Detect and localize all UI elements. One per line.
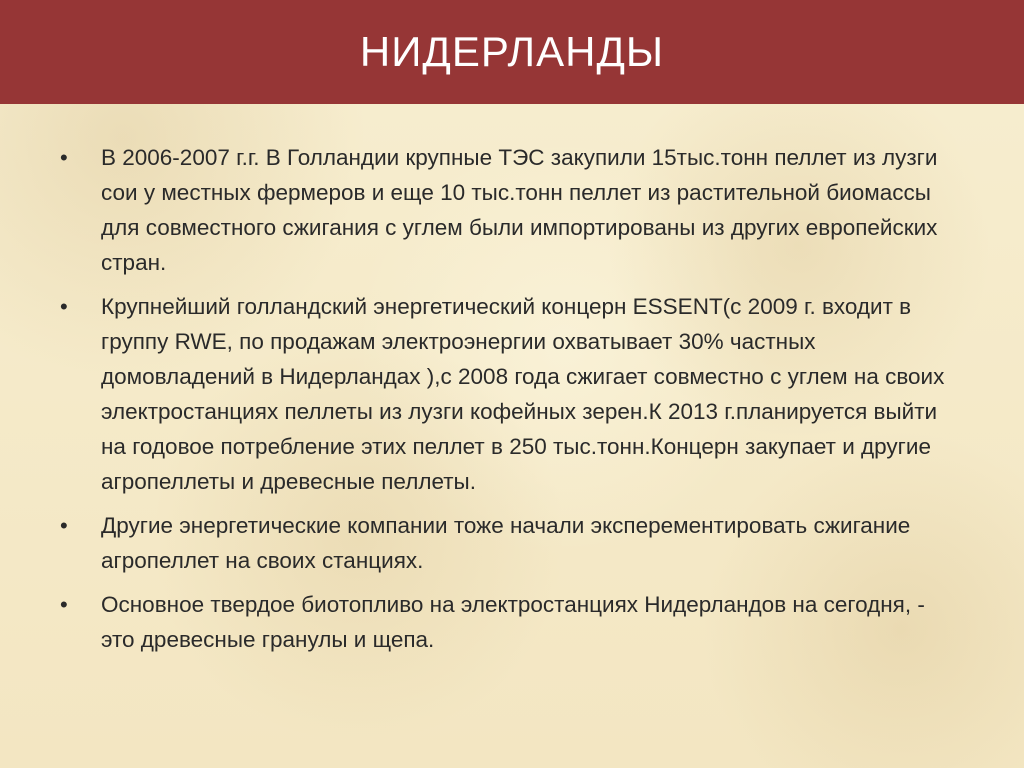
slide-title: НИДЕРЛАНДЫ bbox=[359, 28, 665, 75]
bullet-item bbox=[60, 587, 960, 657]
bullet-icon: • bbox=[60, 294, 68, 319]
slide-content bbox=[60, 140, 960, 666]
bullet-icon: • bbox=[60, 592, 68, 617]
bullet-item bbox=[60, 289, 960, 499]
bullet-icon: • bbox=[60, 513, 68, 538]
bullet-item bbox=[60, 140, 960, 280]
bullet-text: Другие энергетические компании тоже начали эксперементировать сжигание агропеллет на своих станциях. bbox=[101, 513, 911, 573]
bullet-text: Крупнейший голландский энергетический концерн ESSENT(с 2009 г. входит в группу RWE, по продажам электроэнергии охватывает 30% частных домовладений в Нидерландах ),с 2008 года сжигает совместно с углем на своих электростанциях пеллеты из лузги кофейных зерен.К 2013 г.планируется выйти на годовое потребление этих пеллет в 250 тыс.тонн.Концерн закупает и другие агропеллеты и древесные пеллеты. bbox=[101, 294, 945, 494]
bullet-item bbox=[60, 508, 960, 578]
bullet-text: В 2006-2007 г.г. В Голландии крупные ТЭС закупили 15тыс.тонн пеллет из лузги сои у местных фермеров и еще 10 тыс.тонн пеллет из растительной биомассы для совместного сжигания с углем были импортированы из других европейских стран. bbox=[101, 145, 938, 275]
bullet-list bbox=[60, 140, 960, 657]
bullet-icon: • bbox=[60, 145, 68, 170]
bullet-text: Основное твердое биотопливо на электростанциях Нидерландов на сегодня, - это древесные гранулы и щепа. bbox=[101, 592, 925, 652]
